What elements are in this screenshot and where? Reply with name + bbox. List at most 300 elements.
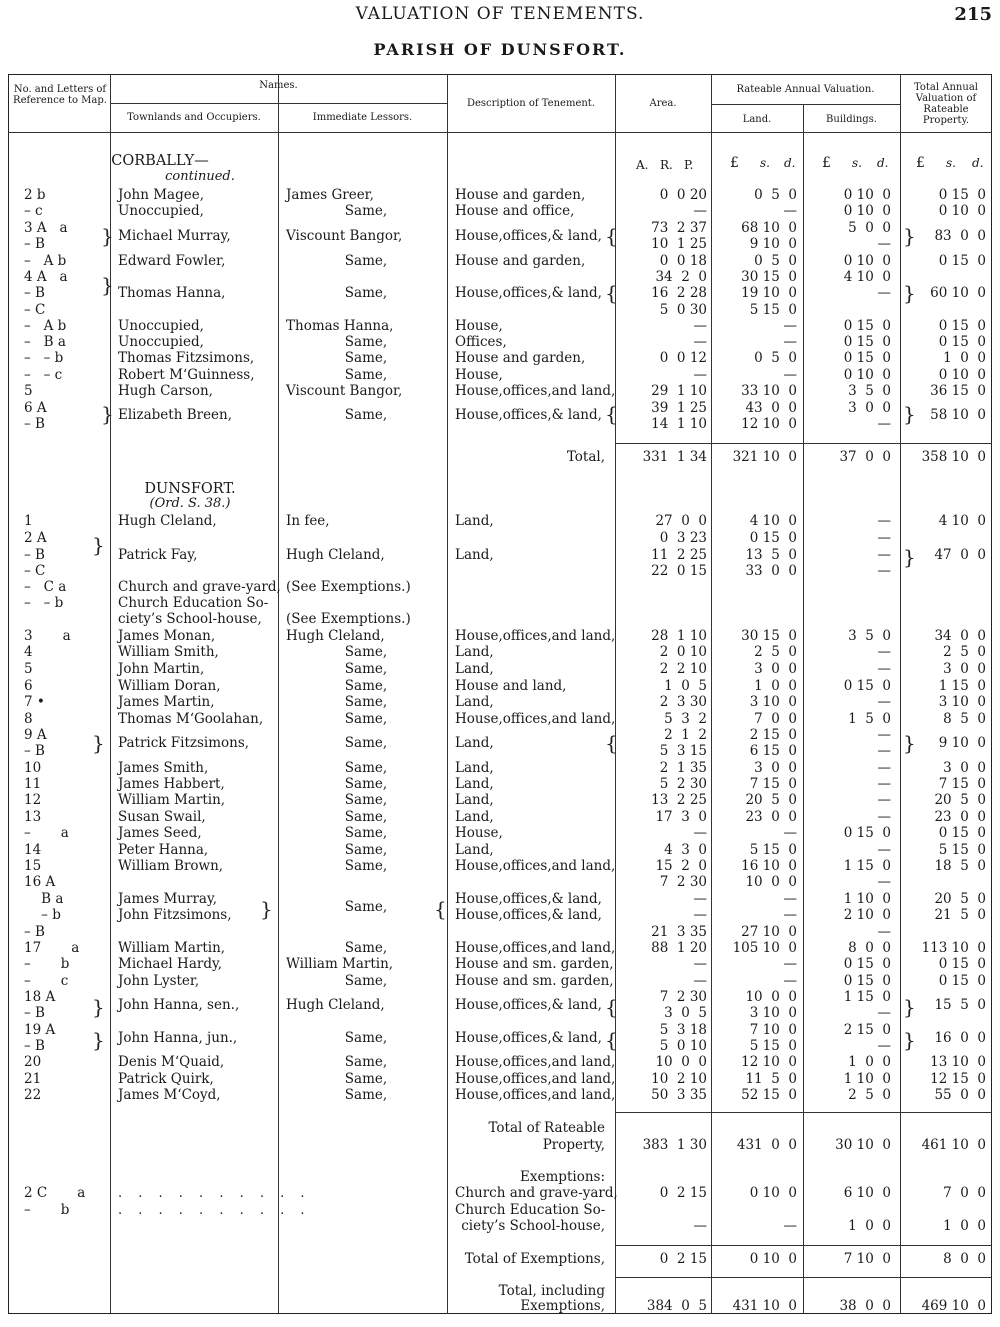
building-value-cell: 0 10 0 [843, 187, 891, 203]
area-cell: 331 1 34 [642, 449, 707, 465]
land-value-cell: 3 0 0 [754, 760, 797, 776]
description-cell: Total, [566, 449, 605, 465]
lessor-cell: In fee, [286, 513, 330, 529]
area-cell: 5 0 30 [659, 302, 707, 318]
area-cell: 3 0 5 [664, 1005, 707, 1021]
ref-cell: – b [24, 1202, 70, 1218]
occupier-cell: Unoccupied, [118, 318, 204, 334]
area-cell: 22 0 15 [651, 563, 707, 579]
brace-glyph: } [101, 402, 114, 426]
area-cell: 13 2 25 [651, 792, 707, 808]
occupier-cell: Elizabeth Breen, [118, 407, 233, 423]
brace-glyph: } [92, 731, 105, 755]
description-cell: Total, including [498, 1283, 605, 1299]
area-cell: 88 1 20 [651, 940, 707, 956]
total-value-cell: 1 0 0 [943, 350, 986, 366]
land-value-cell: 0 5 0 [754, 187, 797, 203]
land-value-cell: 2 5 0 [754, 644, 797, 660]
area-cell: 2 0 10 [659, 644, 707, 660]
area-cell: 28 1 10 [651, 628, 707, 644]
brace-glyph: { [605, 731, 618, 755]
occupier-cell: James Smith, [118, 760, 209, 776]
description-cell: Land, [455, 760, 494, 776]
description-cell: Land, [455, 513, 494, 529]
area-cell: — [693, 907, 707, 923]
total-value-cell: 9 10 0 [938, 735, 986, 751]
lessor-cell: Same, [344, 842, 388, 858]
ref-cell: 10 [24, 760, 42, 776]
area-cell: 73 2 37 [651, 220, 707, 236]
total-rule [615, 1245, 992, 1246]
ref-cell: – B [24, 1038, 45, 1054]
description-cell: ciety’s School-house, [461, 1218, 605, 1234]
total-value-cell: 0 15 0 [938, 187, 986, 203]
ref-cell: 4 [24, 644, 33, 660]
brace-glyph: } [903, 1028, 916, 1052]
building-value-cell: — [877, 743, 891, 759]
description-cell: Land, [455, 547, 494, 563]
occupier-cell: William Martin, [118, 940, 226, 956]
building-value-cell: 4 10 0 [843, 269, 891, 285]
lessor-cell: Same, [344, 1054, 388, 1070]
building-value-cell: — [877, 792, 891, 808]
description-cell: Total of Exemptions, [464, 1251, 605, 1267]
building-value-cell: — [877, 1038, 891, 1054]
ref-cell: – – b [24, 595, 64, 611]
area-cell: 0 0 12 [659, 350, 707, 366]
building-value-cell: — [877, 842, 891, 858]
occupier-cell: Hugh Carson, [118, 383, 213, 399]
running-title: VALUATION OF TENEMENTS. [355, 4, 645, 24]
building-value-cell: 1 10 0 [843, 1071, 891, 1087]
area-cell: 4 3 0 [664, 842, 707, 858]
description-cell: Church Education So- [455, 1202, 606, 1218]
total-value-cell: 0 15 0 [938, 825, 986, 841]
unit-shillings: s. [760, 156, 770, 170]
description-cell: House,offices,& land, [455, 907, 602, 923]
col-lessors-header: Immediate Lessors. [312, 112, 413, 123]
total-value-cell: 5 15 0 [938, 842, 986, 858]
lessor-cell: Same, [344, 760, 388, 776]
description-cell: Land, [455, 809, 494, 825]
description-cell: Total of Rateable [488, 1120, 605, 1136]
ref-cell: – – b [24, 350, 64, 366]
description-cell: Land, [455, 661, 494, 677]
total-value-cell: 7 15 0 [938, 776, 986, 792]
land-value-cell: 19 10 0 [741, 285, 797, 301]
area-cell: — [693, 203, 707, 219]
land-value-cell: 7 10 0 [749, 1022, 797, 1038]
land-value-cell: 105 10 0 [732, 940, 797, 956]
area-cell: 2 1 2 [664, 727, 707, 743]
ref-cell: – B [24, 285, 45, 301]
description-cell: House and sm. garden, [455, 973, 614, 989]
total-value-cell: 8 0 0 [943, 1251, 986, 1267]
occupier-cell: Susan Swail, [118, 809, 206, 825]
land-value-cell: — [783, 334, 797, 350]
area-cell: 5 0 10 [659, 1038, 707, 1054]
ref-cell: – B [24, 924, 45, 940]
land-value-cell: — [783, 891, 797, 907]
total-value-cell: 4 10 0 [938, 513, 986, 529]
occupier-cell: James M‘Coyd, [118, 1087, 221, 1103]
building-value-cell: 6 10 0 [843, 1185, 891, 1201]
building-value-cell: 0 15 0 [843, 956, 891, 972]
lessor-cell: James Greer, [286, 187, 374, 203]
leader-dots: . . . . . . . . . . [118, 1186, 311, 1201]
building-value-cell: — [877, 776, 891, 792]
ref-cell: – C a [24, 579, 67, 595]
lessor-cell: Same, [344, 1087, 388, 1103]
ref-cell: – c [24, 973, 69, 989]
lessor-cell: Same, [344, 285, 388, 301]
occupier-cell: Edward Fowler, [118, 253, 226, 269]
ref-cell: 14 [24, 842, 42, 858]
lessor-cell: Same, [344, 825, 388, 841]
total-value-cell: 55 0 0 [934, 1087, 986, 1103]
ref-cell: 5 [24, 661, 33, 677]
col-ref-header: No. and Letters of Reference to Map. [13, 84, 107, 106]
brace-glyph: } [92, 1028, 105, 1052]
total-value-cell: 461 10 0 [921, 1137, 986, 1153]
total-value-cell: 36 15 0 [930, 383, 986, 399]
description-cell: House and office, [455, 203, 575, 219]
lessor-cell: Same, [344, 694, 388, 710]
land-value-cell: 7 15 0 [749, 776, 797, 792]
lessor-cell: Same, [344, 253, 388, 269]
lessor-cell: Same, [344, 407, 388, 423]
ref-cell: 20 [24, 1054, 42, 1070]
unit-shillings: s. [946, 156, 956, 170]
occupier-cell: Church and grave-yard, [118, 579, 281, 595]
ref-cell: 16 A [24, 874, 56, 890]
building-value-cell: 2 15 0 [843, 1022, 891, 1038]
lessor-cell: Hugh Cleland, [286, 628, 385, 644]
ref-cell: 22 [24, 1087, 42, 1103]
area-cell: 383 1 30 [642, 1137, 707, 1153]
area-cell: 2 3 30 [659, 694, 707, 710]
area-cell: 0 2 15 [659, 1185, 707, 1201]
building-value-cell: 38 0 0 [839, 1298, 891, 1314]
brace-glyph: } [92, 995, 105, 1019]
brace-glyph: } [903, 545, 916, 569]
ref-cell: – B [24, 416, 45, 432]
building-value-cell: 8 0 0 [848, 940, 891, 956]
total-value-cell: 469 10 0 [921, 1298, 986, 1314]
parish-title: PARISH OF DUNSFORT. [373, 40, 627, 59]
ref-cell: 5 [24, 383, 33, 399]
building-value-cell: — [877, 563, 891, 579]
area-cell: 10 1 25 [651, 236, 707, 252]
townland-subheading: (Ord. S. 38.) [149, 496, 231, 511]
col-area-header: Area. [649, 98, 677, 109]
lessor-cell: (See Exemptions.) [286, 579, 411, 595]
occupier-cell: James Seed, [118, 825, 202, 841]
ref-cell: – A b [24, 253, 67, 269]
area-cell: — [693, 1218, 707, 1234]
brace-glyph: } [260, 897, 273, 921]
brace-glyph: } [903, 402, 916, 426]
land-value-cell: 0 10 0 [749, 1251, 797, 1267]
land-value-cell: — [783, 367, 797, 383]
brace-glyph: } [903, 731, 916, 755]
building-value-cell: 1 0 0 [848, 1218, 891, 1234]
brace-glyph: } [903, 995, 916, 1019]
lessor-cell: Same, [344, 334, 388, 350]
area-cell: — [693, 318, 707, 334]
land-value-cell: 33 10 0 [741, 383, 797, 399]
area-cell: 5 3 18 [659, 1022, 707, 1038]
building-value-cell: 1 15 0 [843, 858, 891, 874]
building-value-cell: — [877, 661, 891, 677]
lessor-cell: Same, [344, 644, 388, 660]
building-value-cell: 1 15 0 [843, 989, 891, 1005]
occupier-cell: James Habbert, [118, 776, 225, 792]
townland-subheading: continued. [165, 169, 235, 184]
building-value-cell: 1 0 0 [848, 1054, 891, 1070]
col-buildings-header: Buildings. [826, 114, 877, 125]
area-cell: 2 1 35 [659, 760, 707, 776]
description-cell: House,offices,and land, [455, 711, 616, 727]
building-value-cell: 0 10 0 [843, 367, 891, 383]
ref-cell: – C [24, 563, 46, 579]
ref-cell: 15 [24, 858, 42, 874]
total-value-cell: 3 0 0 [943, 760, 986, 776]
area-cell: 5 3 15 [659, 743, 707, 759]
ref-cell: 3 A a [24, 220, 68, 236]
lessor-cell: Same, [344, 678, 388, 694]
description-cell: House and garden, [455, 350, 586, 366]
land-value-cell: 5 15 0 [749, 302, 797, 318]
total-value-cell: 0 10 0 [938, 203, 986, 219]
ref-cell: – – c [24, 367, 63, 383]
occupier-cell: Peter Hanna, [118, 842, 209, 858]
occupier-cell: John Fitzsimons, [118, 907, 232, 923]
ref-cell: 13 [24, 809, 42, 825]
total-value-cell: 3 0 0 [943, 661, 986, 677]
area-cell: — [693, 367, 707, 383]
area-cell: 384 0 5 [646, 1298, 707, 1314]
area-cell: 0 0 18 [659, 253, 707, 269]
building-value-cell: 0 15 0 [843, 678, 891, 694]
unit-pounds: £ [916, 155, 925, 171]
land-value-cell: — [783, 1218, 797, 1234]
building-value-cell: — [877, 513, 891, 529]
ref-cell: 11 [24, 776, 42, 792]
building-value-cell: 1 10 0 [843, 891, 891, 907]
ref-cell: – a [24, 825, 69, 841]
lessor-cell: Same, [344, 792, 388, 808]
area-cell: 15 2 0 [655, 858, 707, 874]
unit-pence: d. [877, 156, 889, 170]
building-value-cell: — [877, 547, 891, 563]
building-value-cell: 1 5 0 [848, 711, 891, 727]
total-value-cell: 1 15 0 [938, 678, 986, 694]
land-value-cell: 52 15 0 [741, 1087, 797, 1103]
total-rule [615, 1112, 992, 1113]
description-cell: House, [455, 318, 503, 334]
area-cell: 17 3 0 [655, 809, 707, 825]
description-cell: House,offices,& land, [455, 407, 602, 423]
description-cell: Land, [455, 694, 494, 710]
building-value-cell: 2 10 0 [843, 907, 891, 923]
unit-acres: A. [636, 158, 649, 172]
description-cell: Land, [455, 776, 494, 792]
building-value-cell: 0 15 0 [843, 973, 891, 989]
land-value-cell: 12 10 0 [741, 416, 797, 432]
building-value-cell: 3 0 0 [848, 400, 891, 416]
land-value-cell: 30 15 0 [741, 269, 797, 285]
building-value-cell: — [877, 236, 891, 252]
ref-cell: 17 a [24, 940, 80, 956]
area-cell: 1 0 5 [664, 678, 707, 694]
building-value-cell: — [877, 1005, 891, 1021]
unit-roods: R. [660, 158, 673, 172]
land-value-cell: — [783, 203, 797, 219]
col-land-header: Land. [742, 114, 772, 125]
total-value-cell: 16 0 0 [934, 1030, 986, 1046]
description-cell: House,offices,& land, [455, 228, 602, 244]
lessor-cell: Hugh Cleland, [286, 547, 385, 563]
lessor-cell: Same, [344, 809, 388, 825]
description-cell: Land, [455, 842, 494, 858]
lessor-cell: Same, [344, 1071, 388, 1087]
occupier-cell: John Martin, [118, 661, 205, 677]
lessor-cell: Viscount Bangor, [286, 383, 403, 399]
land-value-cell: 2 15 0 [749, 727, 797, 743]
building-value-cell: — [877, 924, 891, 940]
total-value-cell: 1 0 0 [943, 1218, 986, 1234]
description-cell: House and land, [455, 678, 567, 694]
leader-dots: . . . . . . . . . . [118, 1203, 311, 1218]
building-value-cell: 30 10 0 [835, 1137, 891, 1153]
building-value-cell: 2 5 0 [848, 1087, 891, 1103]
col-rateable-header: Rateable Annual Valuation. [736, 84, 875, 95]
land-value-cell: 431 10 0 [732, 1298, 797, 1314]
total-value-cell: 23 0 0 [934, 809, 986, 825]
land-value-cell: 3 0 0 [754, 661, 797, 677]
land-value-cell: 12 10 0 [741, 1054, 797, 1070]
land-value-cell: — [783, 825, 797, 841]
occupier-cell: James Murray, [118, 891, 218, 907]
lessor-cell: Same, [344, 973, 388, 989]
brace-glyph: { [605, 224, 618, 248]
ref-cell: 2 b [24, 187, 46, 203]
building-value-cell: — [877, 644, 891, 660]
lessor-cell: Hugh Cleland, [286, 997, 385, 1013]
ref-cell: – C [24, 302, 46, 318]
total-value-cell: 58 10 0 [930, 407, 986, 423]
occupier-cell: Patrick Fay, [118, 547, 198, 563]
running-header [0, 4, 1000, 26]
ref-cell: 8 [24, 711, 33, 727]
unit-pounds: £ [730, 155, 739, 171]
description-cell: House and garden, [455, 187, 586, 203]
lessor-cell: Same, [344, 776, 388, 792]
occupier-cell: William Smith, [118, 644, 219, 660]
header-rule [711, 104, 900, 105]
total-value-cell: 12 15 0 [930, 1071, 986, 1087]
building-value-cell: 3 5 0 [848, 628, 891, 644]
total-value-cell: 18 5 0 [934, 858, 986, 874]
land-value-cell: 13 5 0 [745, 547, 797, 563]
land-value-cell: 20 5 0 [745, 792, 797, 808]
area-cell: — [693, 973, 707, 989]
land-value-cell: 0 15 0 [749, 530, 797, 546]
description-cell: House,offices,and land, [455, 1071, 616, 1087]
unit-pounds: £ [822, 155, 831, 171]
brace-glyph: { [434, 897, 447, 921]
col-rule [447, 74, 448, 1314]
description-cell: Exemptions, [520, 1298, 605, 1314]
ref-cell: 3 a [24, 628, 71, 644]
brace-glyph: { [605, 281, 618, 305]
area-cell: 5 2 30 [659, 776, 707, 792]
lessor-cell: Same, [344, 899, 388, 915]
col-names-header: Names. [259, 80, 298, 91]
ref-cell: – B a [24, 334, 66, 350]
land-value-cell: — [783, 907, 797, 923]
occupier-cell: William Doran, [118, 678, 221, 694]
occupier-cell: Unoccupied, [118, 334, 204, 350]
land-value-cell: 1 0 0 [754, 678, 797, 694]
ref-cell: – A b [24, 318, 67, 334]
land-value-cell: 43 0 0 [745, 400, 797, 416]
area-cell: 27 0 0 [655, 513, 707, 529]
building-value-cell: — [877, 285, 891, 301]
occupier-cell: ciety’s School-house, [118, 611, 262, 627]
ref-cell: 2 A [24, 530, 47, 546]
lessor-cell: Same, [344, 661, 388, 677]
ref-cell: 4 A a [24, 269, 68, 285]
land-value-cell: 33 0 0 [745, 563, 797, 579]
occupier-cell: Denis M‘Quaid, [118, 1054, 225, 1070]
ref-cell: – b [24, 956, 70, 972]
brace-glyph: { [605, 1028, 618, 1052]
land-value-cell: 5 15 0 [749, 842, 797, 858]
area-cell: — [693, 891, 707, 907]
total-rule [615, 443, 992, 444]
land-value-cell: 27 10 0 [741, 924, 797, 940]
description-cell: Property, [542, 1137, 605, 1153]
townland-heading: DUNSFORT. [144, 481, 236, 497]
total-value-cell: 113 10 0 [921, 940, 986, 956]
total-value-cell: 0 15 0 [938, 973, 986, 989]
unit-pence: d. [972, 156, 984, 170]
area-cell: — [693, 334, 707, 350]
total-value-cell: 0 10 0 [938, 367, 986, 383]
occupier-cell: Thomas Hanna, [118, 285, 226, 301]
description-cell: House,offices,& land, [455, 997, 602, 1013]
occupier-cell: Michael Murray, [118, 228, 231, 244]
land-value-cell: 0 10 0 [749, 1185, 797, 1201]
lessor-cell: Same, [344, 350, 388, 366]
ref-cell: 21 [24, 1071, 42, 1087]
total-value-cell: 0 15 0 [938, 253, 986, 269]
brace-glyph: } [903, 281, 916, 305]
header-rule [110, 103, 447, 104]
description-cell: House,offices,and land, [455, 383, 616, 399]
occupier-cell: Unoccupied, [118, 203, 204, 219]
area-cell: 50 3 35 [651, 1087, 707, 1103]
land-value-cell: 431 0 0 [736, 1137, 797, 1153]
area-cell: 11 2 25 [651, 547, 707, 563]
total-value-cell: 20 5 0 [934, 792, 986, 808]
total-value-cell: 0 15 0 [938, 334, 986, 350]
occupier-cell: William Martin, [118, 792, 226, 808]
land-value-cell: 3 10 0 [749, 1005, 797, 1021]
unit-pence: d. [784, 156, 796, 170]
